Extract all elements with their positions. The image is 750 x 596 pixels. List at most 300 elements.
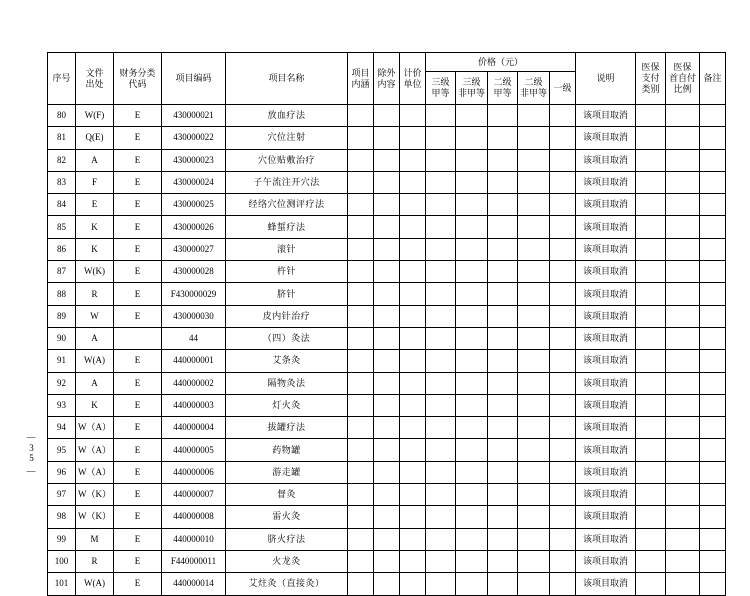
table-row [48, 149, 726, 171]
cell-price-l3-jia [426, 194, 456, 216]
cell-item-connotation [348, 216, 374, 238]
cell-insurance-pay-type [636, 550, 666, 572]
cell-price-l3-feijia [456, 149, 488, 171]
cell-item-connotation [348, 550, 374, 572]
cell-remark [700, 506, 726, 528]
cell-doc-source: W（A） [76, 439, 114, 461]
cell-price-l1 [550, 127, 576, 149]
cell-price-l3-jia [426, 484, 456, 506]
cell-item-code: 440000008 [162, 506, 226, 528]
page-number-marker [18, 432, 44, 477]
cell-item-code: 440000005 [162, 439, 226, 461]
cell-item-name: 督灸 [226, 484, 348, 506]
cell-price-l2-feijia [518, 550, 550, 572]
cell-insurance-pay-type [636, 216, 666, 238]
cell-price-unit [400, 194, 426, 216]
cell-seq: 84 [48, 194, 76, 216]
cell-insurance-pay-type [636, 283, 666, 305]
cell-price-l2-jia [488, 550, 518, 572]
cell-description: 该项目取消 [576, 127, 636, 149]
table-row [48, 194, 726, 216]
cell-price-l2-jia [488, 105, 518, 127]
th-description: 说明 [576, 53, 636, 105]
cell-excluded-content [374, 550, 400, 572]
cell-item-code: 440000006 [162, 461, 226, 483]
cell-insurance-pay-type [636, 327, 666, 349]
cell-insurance-pay-type [636, 305, 666, 327]
cell-remark [700, 283, 726, 305]
cell-finance-class-code: E [114, 305, 162, 327]
cell-price-unit [400, 528, 426, 550]
cell-seq: 86 [48, 238, 76, 260]
cell-price-l3-feijia [456, 261, 488, 283]
cell-description: 该项目取消 [576, 238, 636, 260]
cell-price-l2-feijia [518, 105, 550, 127]
cell-item-name: 灯火灸 [226, 394, 348, 416]
cell-description: 该项目取消 [576, 283, 636, 305]
cell-finance-class-code: E [114, 528, 162, 550]
cell-item-code: 430000023 [162, 149, 226, 171]
cell-seq: 101 [48, 573, 76, 595]
table-body [48, 105, 726, 596]
cell-price-l2-feijia [518, 238, 550, 260]
cell-price-unit [400, 484, 426, 506]
cell-insurance-pay-type [636, 261, 666, 283]
th-price-group: 价格（元） [426, 53, 576, 72]
cell-excluded-content [374, 238, 400, 260]
cell-item-name: 杵针 [226, 261, 348, 283]
cell-price-l3-jia [426, 105, 456, 127]
cell-excluded-content [374, 171, 400, 193]
cell-seq: 90 [48, 327, 76, 349]
cell-description: 该项目取消 [576, 171, 636, 193]
cell-item-connotation [348, 171, 374, 193]
cell-price-l2-feijia [518, 194, 550, 216]
cell-excluded-content [374, 394, 400, 416]
cell-finance-class-code: E [114, 484, 162, 506]
cell-price-l1 [550, 372, 576, 394]
cell-finance-class-code: E [114, 127, 162, 149]
cell-price-l3-feijia [456, 506, 488, 528]
cell-price-l3-feijia [456, 350, 488, 372]
cell-price-l2-jia [488, 149, 518, 171]
table-row [48, 305, 726, 327]
cell-item-name: （四）灸法 [226, 327, 348, 349]
cell-price-l3-jia [426, 305, 456, 327]
cell-price-l3-feijia [456, 283, 488, 305]
cell-finance-class-code: E [114, 171, 162, 193]
cell-item-connotation [348, 417, 374, 439]
cell-finance-class-code [114, 327, 162, 349]
cell-price-l3-jia [426, 372, 456, 394]
cell-insurance-self-pay-ratio [666, 238, 700, 260]
cell-item-code: 440000003 [162, 394, 226, 416]
cell-description: 该项目取消 [576, 305, 636, 327]
cell-price-l1 [550, 461, 576, 483]
cell-price-unit [400, 283, 426, 305]
cell-price-l2-feijia [518, 506, 550, 528]
cell-remark [700, 171, 726, 193]
cell-price-l3-feijia [456, 417, 488, 439]
cell-insurance-self-pay-ratio [666, 550, 700, 572]
cell-doc-source: W（K） [76, 506, 114, 528]
cell-finance-class-code: E [114, 506, 162, 528]
cell-excluded-content [374, 461, 400, 483]
cell-item-connotation [348, 528, 374, 550]
cell-doc-source: E [76, 194, 114, 216]
cell-excluded-content [374, 305, 400, 327]
cell-price-l3-jia [426, 216, 456, 238]
page-marker-dash-bottom: — [26, 466, 36, 476]
cell-excluded-content [374, 105, 400, 127]
cell-doc-source: K [76, 394, 114, 416]
cell-price-l2-feijia [518, 461, 550, 483]
th-price-l2-feijia: 二级 非甲等 [518, 72, 550, 105]
cell-item-connotation [348, 194, 374, 216]
cell-insurance-pay-type [636, 439, 666, 461]
cell-finance-class-code: E [114, 283, 162, 305]
cell-remark [700, 216, 726, 238]
cell-price-l1 [550, 417, 576, 439]
cell-seq: 89 [48, 305, 76, 327]
cell-price-l3-jia [426, 461, 456, 483]
cell-description: 该项目取消 [576, 149, 636, 171]
cell-insurance-pay-type [636, 417, 666, 439]
cell-price-l2-feijia [518, 439, 550, 461]
cell-item-code: 430000026 [162, 216, 226, 238]
cell-price-unit [400, 350, 426, 372]
cell-price-l2-jia [488, 528, 518, 550]
cell-insurance-pay-type [636, 573, 666, 595]
cell-price-unit [400, 439, 426, 461]
cell-price-l2-feijia [518, 528, 550, 550]
cell-insurance-self-pay-ratio [666, 171, 700, 193]
cell-price-unit [400, 506, 426, 528]
cell-remark [700, 350, 726, 372]
cell-finance-class-code: E [114, 461, 162, 483]
cell-seq: 83 [48, 171, 76, 193]
cell-price-l1 [550, 327, 576, 349]
cell-price-l2-feijia [518, 305, 550, 327]
cell-price-l3-feijia [456, 238, 488, 260]
cell-price-l2-jia [488, 506, 518, 528]
cell-insurance-self-pay-ratio [666, 327, 700, 349]
header-row-1 [48, 53, 726, 72]
cell-finance-class-code: E [114, 194, 162, 216]
cell-insurance-self-pay-ratio [666, 283, 700, 305]
cell-item-name: 脐针 [226, 283, 348, 305]
cell-price-l3-feijia [456, 394, 488, 416]
cell-description: 该项目取消 [576, 216, 636, 238]
cell-item-name: 皮内针治疗 [226, 305, 348, 327]
cell-insurance-self-pay-ratio [666, 417, 700, 439]
cell-item-connotation [348, 372, 374, 394]
cell-insurance-self-pay-ratio [666, 105, 700, 127]
cell-price-unit [400, 149, 426, 171]
cell-price-l3-jia [426, 283, 456, 305]
cell-price-l1 [550, 261, 576, 283]
cell-doc-source: W（A） [76, 417, 114, 439]
cell-price-l2-jia [488, 439, 518, 461]
cell-insurance-pay-type [636, 105, 666, 127]
cell-price-l3-feijia [456, 573, 488, 595]
table-row [48, 417, 726, 439]
cell-excluded-content [374, 127, 400, 149]
cell-price-l1 [550, 394, 576, 416]
cell-doc-source: Q(E) [76, 127, 114, 149]
cell-doc-source: K [76, 216, 114, 238]
cell-price-l1 [550, 238, 576, 260]
th-item-connotation: 项目 内涵 [348, 53, 374, 105]
cell-price-l3-jia [426, 550, 456, 572]
cell-price-l1 [550, 484, 576, 506]
cell-price-l2-jia [488, 305, 518, 327]
cell-insurance-self-pay-ratio [666, 573, 700, 595]
cell-item-connotation [348, 439, 374, 461]
cell-insurance-pay-type [636, 394, 666, 416]
cell-remark [700, 550, 726, 572]
cell-finance-class-code: E [114, 573, 162, 595]
cell-item-code: 440000010 [162, 528, 226, 550]
cell-description: 该项目取消 [576, 484, 636, 506]
cell-remark [700, 461, 726, 483]
cell-finance-class-code: E [114, 550, 162, 572]
cell-description: 该项目取消 [576, 394, 636, 416]
cell-insurance-pay-type [636, 372, 666, 394]
cell-insurance-self-pay-ratio [666, 506, 700, 528]
cell-price-l3-jia [426, 439, 456, 461]
cell-price-l1 [550, 506, 576, 528]
cell-seq: 96 [48, 461, 76, 483]
cell-description: 该项目取消 [576, 194, 636, 216]
cell-price-l2-jia [488, 283, 518, 305]
th-insurance-self-pay-ratio: 医保 首自付 比例 [666, 53, 700, 105]
table-row [48, 238, 726, 260]
th-price-l2-jia: 二级 甲等 [488, 72, 518, 105]
cell-item-name: 药物罐 [226, 439, 348, 461]
cell-price-l2-feijia [518, 417, 550, 439]
cell-price-l2-feijia [518, 261, 550, 283]
cell-excluded-content [374, 372, 400, 394]
cell-finance-class-code: E [114, 350, 162, 372]
cell-doc-source: W(A) [76, 350, 114, 372]
cell-item-code: 44 [162, 327, 226, 349]
cell-price-l1 [550, 194, 576, 216]
cell-description: 该项目取消 [576, 439, 636, 461]
cell-seq: 88 [48, 283, 76, 305]
cell-excluded-content [374, 283, 400, 305]
cell-remark [700, 528, 726, 550]
cell-excluded-content [374, 506, 400, 528]
cell-price-l2-feijia [518, 171, 550, 193]
cell-price-l3-jia [426, 171, 456, 193]
cell-item-code: 440000014 [162, 573, 226, 595]
cell-price-l3-jia [426, 573, 456, 595]
cell-item-code: 430000025 [162, 194, 226, 216]
table-row [48, 127, 726, 149]
cell-insurance-self-pay-ratio [666, 149, 700, 171]
cell-price-l2-jia [488, 194, 518, 216]
cell-price-l2-jia [488, 261, 518, 283]
cell-price-l3-feijia [456, 528, 488, 550]
cell-item-name: 脐火疗法 [226, 528, 348, 550]
cell-item-name: 经络穴位测评疗法 [226, 194, 348, 216]
cell-item-code: 430000030 [162, 305, 226, 327]
cell-item-name: 拔罐疗法 [226, 417, 348, 439]
cell-price-l2-jia [488, 417, 518, 439]
cell-excluded-content [374, 484, 400, 506]
cell-price-l2-feijia [518, 283, 550, 305]
cell-price-l3-feijia [456, 550, 488, 572]
th-item-name: 项目名称 [226, 53, 348, 105]
cell-item-connotation [348, 506, 374, 528]
cell-price-unit [400, 573, 426, 595]
cell-doc-source: W(K) [76, 261, 114, 283]
cell-insurance-self-pay-ratio [666, 439, 700, 461]
cell-price-l1 [550, 573, 576, 595]
cell-description: 该项目取消 [576, 105, 636, 127]
cell-insurance-pay-type [636, 528, 666, 550]
cell-item-connotation [348, 484, 374, 506]
cell-excluded-content [374, 439, 400, 461]
cell-item-connotation [348, 461, 374, 483]
cell-seq: 80 [48, 105, 76, 127]
cell-item-code: 430000027 [162, 238, 226, 260]
cell-price-l3-feijia [456, 216, 488, 238]
cell-finance-class-code: E [114, 372, 162, 394]
cell-insurance-pay-type [636, 149, 666, 171]
cell-insurance-pay-type [636, 461, 666, 483]
cell-price-l2-jia [488, 327, 518, 349]
cell-insurance-pay-type [636, 238, 666, 260]
cell-description: 该项目取消 [576, 372, 636, 394]
cell-insurance-self-pay-ratio [666, 127, 700, 149]
table-row [48, 171, 726, 193]
cell-excluded-content [374, 216, 400, 238]
cell-seq: 82 [48, 149, 76, 171]
cell-description: 该项目取消 [576, 350, 636, 372]
cell-price-l3-feijia [456, 484, 488, 506]
cell-price-l3-feijia [456, 461, 488, 483]
cell-doc-source: W（A） [76, 461, 114, 483]
cell-description: 该项目取消 [576, 528, 636, 550]
table-row [48, 327, 726, 349]
cell-remark [700, 305, 726, 327]
cell-item-connotation [348, 350, 374, 372]
cell-item-name: 火龙灸 [226, 550, 348, 572]
cell-item-name: 隔物灸法 [226, 372, 348, 394]
cell-item-code: 440000001 [162, 350, 226, 372]
cell-description: 该项目取消 [576, 506, 636, 528]
cell-price-l1 [550, 305, 576, 327]
cell-excluded-content [374, 573, 400, 595]
th-price-l3-jia: 三级 甲等 [426, 72, 456, 105]
table-row [48, 261, 726, 283]
cell-item-name: 艾条灸 [226, 350, 348, 372]
cell-insurance-pay-type [636, 171, 666, 193]
cell-price-l2-jia [488, 171, 518, 193]
cell-remark [700, 327, 726, 349]
cell-doc-source: F [76, 171, 114, 193]
cell-seq: 85 [48, 216, 76, 238]
cell-price-l3-jia [426, 261, 456, 283]
cell-insurance-self-pay-ratio [666, 372, 700, 394]
cell-price-l2-feijia [518, 372, 550, 394]
cell-item-connotation [348, 127, 374, 149]
cell-item-connotation [348, 394, 374, 416]
cell-finance-class-code: E [114, 149, 162, 171]
cell-seq: 97 [48, 484, 76, 506]
cell-seq: 95 [48, 439, 76, 461]
cell-insurance-pay-type [636, 350, 666, 372]
cell-price-l2-feijia [518, 327, 550, 349]
table-row [48, 573, 726, 595]
cell-price-unit [400, 550, 426, 572]
table-row [48, 350, 726, 372]
table-row [48, 528, 726, 550]
cell-price-l3-jia [426, 394, 456, 416]
cell-doc-source: A [76, 149, 114, 171]
cell-excluded-content [374, 528, 400, 550]
cell-price-unit [400, 105, 426, 127]
cell-insurance-pay-type [636, 194, 666, 216]
cell-remark [700, 394, 726, 416]
cell-price-unit [400, 327, 426, 349]
cell-item-code: 430000024 [162, 171, 226, 193]
cell-price-l2-jia [488, 238, 518, 260]
cell-price-l3-feijia [456, 127, 488, 149]
cell-finance-class-code: E [114, 261, 162, 283]
cell-doc-source: W(A) [76, 573, 114, 595]
table-row [48, 372, 726, 394]
cell-finance-class-code: E [114, 216, 162, 238]
cell-remark [700, 238, 726, 260]
cell-remark [700, 439, 726, 461]
th-doc-source: 文件 出处 [76, 53, 114, 105]
cell-remark [700, 261, 726, 283]
cell-price-unit [400, 394, 426, 416]
cell-insurance-self-pay-ratio [666, 528, 700, 550]
cell-item-code: 440000004 [162, 417, 226, 439]
cell-price-l1 [550, 171, 576, 193]
cell-item-code: 430000022 [162, 127, 226, 149]
cell-item-name: 放血疗法 [226, 105, 348, 127]
th-insurance-pay-type: 医保 支付 类别 [636, 53, 666, 105]
cell-description: 该项目取消 [576, 417, 636, 439]
cell-price-l3-feijia [456, 305, 488, 327]
cell-price-l3-feijia [456, 105, 488, 127]
cell-item-name: 雷火灸 [226, 506, 348, 528]
cell-price-l3-jia [426, 238, 456, 260]
cell-insurance-self-pay-ratio [666, 261, 700, 283]
cell-price-l1 [550, 550, 576, 572]
cell-price-l3-jia [426, 528, 456, 550]
cell-price-l1 [550, 528, 576, 550]
cell-excluded-content [374, 149, 400, 171]
cell-finance-class-code: E [114, 394, 162, 416]
cell-item-connotation [348, 149, 374, 171]
cell-item-code: 430000028 [162, 261, 226, 283]
page-marker-dash-top: — [26, 432, 36, 442]
th-remark: 备注 [700, 53, 726, 105]
cell-price-l2-jia [488, 350, 518, 372]
cell-remark [700, 484, 726, 506]
cell-insurance-self-pay-ratio [666, 394, 700, 416]
cell-item-connotation [348, 238, 374, 260]
cell-seq: 93 [48, 394, 76, 416]
cell-remark [700, 105, 726, 127]
th-seq: 序号 [48, 53, 76, 105]
